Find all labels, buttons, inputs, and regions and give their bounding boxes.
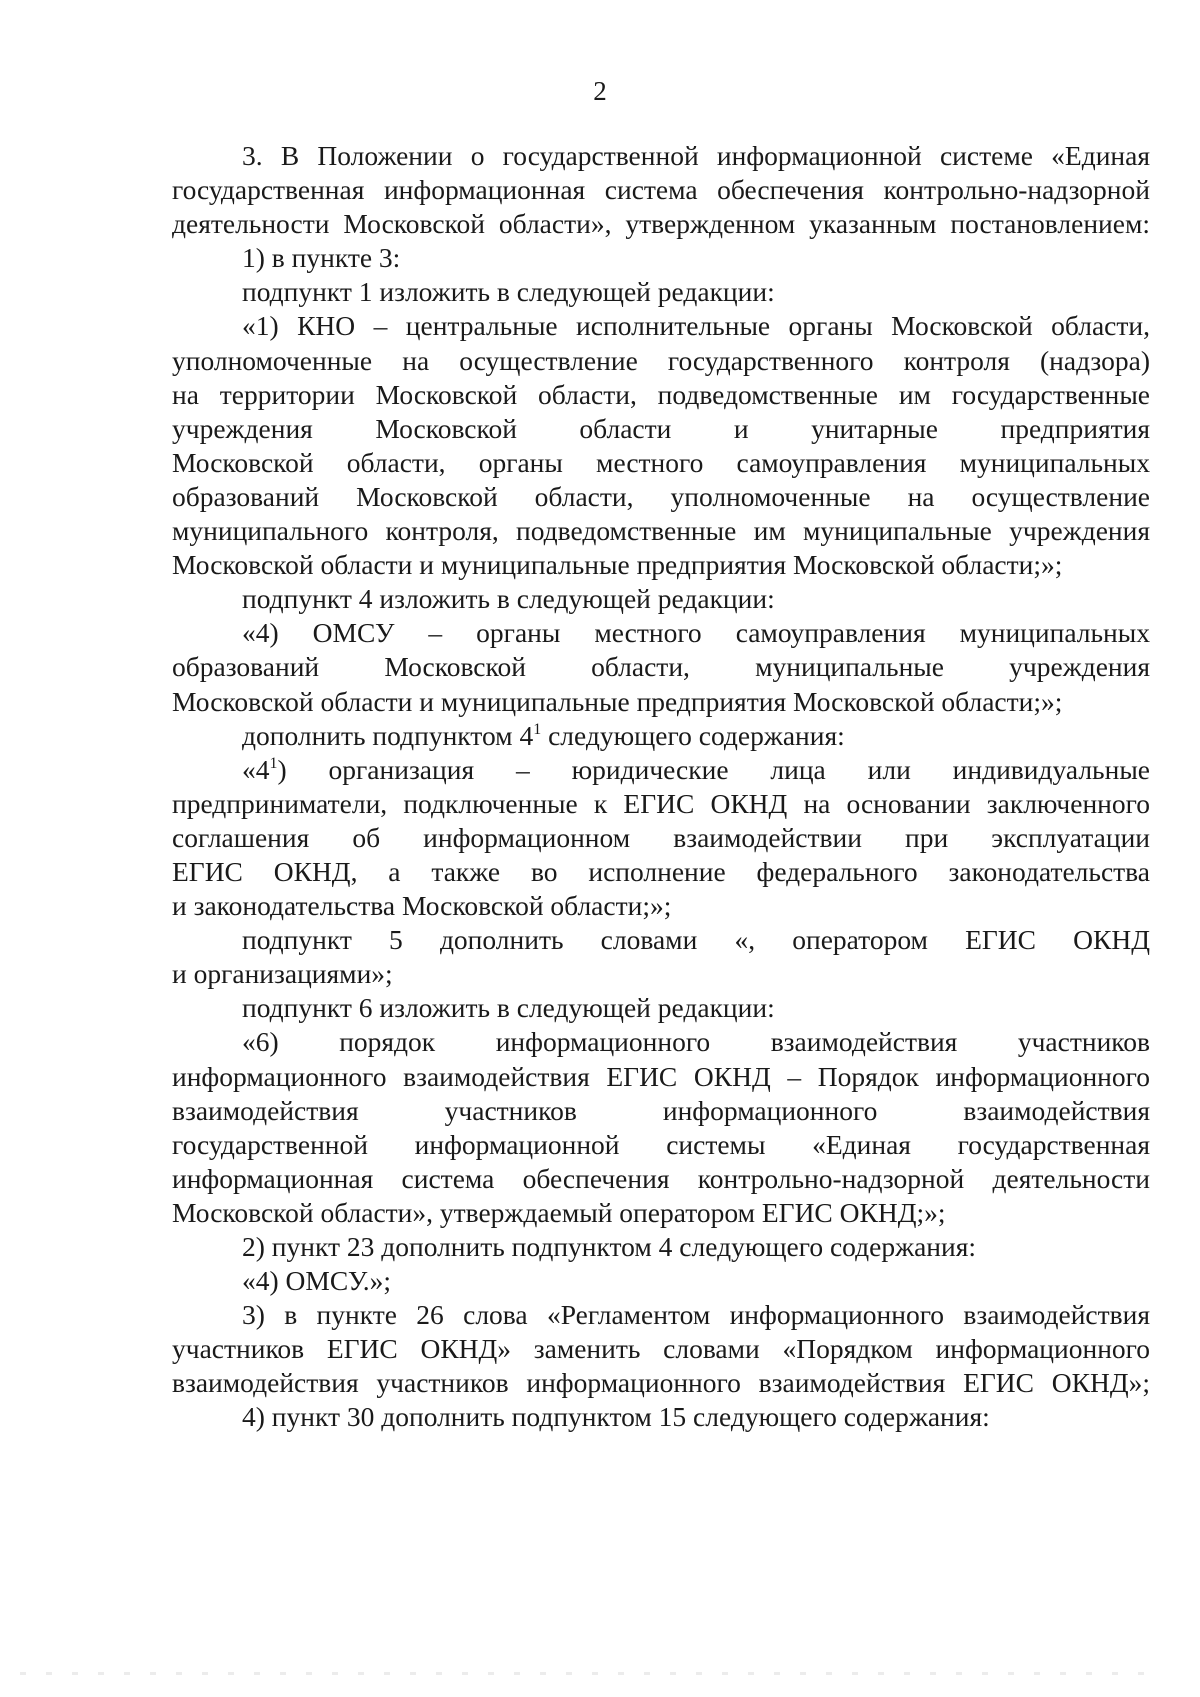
text-line-content: учреждения Московской области и унитарные предприятия	[172, 412, 1150, 444]
text-line-content: информационная система обеспечения контрольно-надзорной деятельности	[172, 1162, 1150, 1194]
text-line-content: взаимодействия участников информационного взаимодействия	[172, 1094, 1150, 1126]
text-line-content: предприниматели, подключенные к ЕГИС ОКНД на основании заключенного	[172, 787, 1150, 819]
text-line	[172, 719, 1150, 753]
text-line	[172, 241, 1150, 275]
text-line	[172, 753, 1150, 787]
text-line	[172, 685, 1150, 719]
text-line-content: и организациями»;	[172, 958, 393, 990]
text-line-content: деятельности Московской области», утвержденном указанным постановлением:	[172, 208, 1150, 240]
text-line-content: подпункт 4 изложить в следующей редакции:	[242, 583, 775, 615]
text-line	[172, 173, 1150, 207]
text-line-continuation: ) организация – юридические лица или индивидуальные	[277, 753, 1150, 785]
superscript: 1	[269, 754, 278, 772]
text-line	[172, 991, 1150, 1025]
text-line	[172, 1230, 1150, 1264]
text-line	[172, 275, 1150, 309]
text-line-content: соглашения об информационном взаимодействии при эксплуатации	[172, 821, 1150, 853]
text-line-content: «6) порядок информационного взаимодействия участников	[242, 1026, 1150, 1058]
text-line-content: муниципального контроля, подведомственные им муниципальные учреждения	[172, 515, 1150, 547]
text-line-content: 1) в пункте 3:	[242, 242, 401, 274]
text-line	[172, 1366, 1150, 1400]
text-line-content: «4) ОМСУ – органы местного самоуправления муниципальных	[242, 617, 1150, 649]
text-line	[172, 1298, 1150, 1332]
text-line-continuation: следующего содержания:	[541, 719, 845, 751]
text-line-content: уполномоченные на осуществление государственного контроля (надзора)	[172, 344, 1150, 376]
document-body	[172, 139, 1150, 1435]
text-line-content: подпункт 1 изложить в следующей редакции:	[242, 276, 775, 308]
text-line-content: образований Московской области, уполномоченные на осуществление	[172, 480, 1150, 512]
text-line-content: подпункт 6 изложить в следующей редакции:	[242, 992, 775, 1024]
text-line-content: дополнить подпунктом 4	[242, 719, 534, 751]
text-line	[172, 650, 1150, 684]
text-line-content: и законодательства Московской области;»;	[172, 890, 672, 922]
text-line	[172, 1162, 1150, 1196]
text-line	[172, 412, 1150, 446]
text-line	[172, 787, 1150, 821]
text-line	[172, 378, 1150, 412]
text-line	[172, 1196, 1150, 1230]
text-line	[172, 582, 1150, 616]
text-line-content: «4) ОМСУ.»;	[242, 1265, 392, 1297]
text-line-content: Московской области», утверждаемый оператором ЕГИС ОКНД;»;	[172, 1196, 946, 1228]
text-line-content: государственная информационная система обеспечения контрольно-надзорной	[172, 174, 1150, 206]
text-line-content: Московской области и муниципальные предприятия Московской области;»;	[172, 549, 1063, 581]
text-line-content: участников ЕГИС ОКНД» заменить словами «Порядком информационного	[172, 1333, 1150, 1365]
text-line-content: информационного взаимодействия ЕГИС ОКНД – Порядок информационного	[172, 1060, 1150, 1092]
text-line	[172, 1332, 1150, 1366]
text-line	[172, 889, 1150, 923]
text-line	[172, 139, 1150, 173]
page-number: 2	[593, 76, 607, 106]
text-line	[172, 1094, 1150, 1128]
scan-artifact	[20, 1672, 1160, 1675]
superscript: 1	[533, 720, 542, 738]
text-line	[172, 1128, 1150, 1162]
text-line	[172, 616, 1150, 650]
text-line	[172, 207, 1150, 241]
text-line	[172, 344, 1150, 378]
text-line-content: Московской области, органы местного самоуправления муниципальных	[172, 446, 1150, 478]
text-line-content: подпункт 5 дополнить словами «, оператором ЕГИС ОКНД	[242, 924, 1150, 956]
text-line	[172, 446, 1150, 480]
text-line	[172, 923, 1150, 957]
text-line-content: «4	[242, 753, 270, 785]
text-line-content: 2) пункт 23 дополнить подпунктом 4 следующего содержания:	[242, 1231, 977, 1262]
text-line	[172, 957, 1150, 991]
text-line-content: образований Московской области, муниципальные учреждения	[172, 651, 1150, 683]
text-line	[172, 855, 1150, 889]
text-line-content: ЕГИС ОКНД, а также во исполнение федерального законодательства	[172, 855, 1150, 887]
text-line	[172, 480, 1150, 514]
text-line	[172, 1400, 1150, 1434]
text-line-content: «1) КНО – центральные исполнительные органы Московской области,	[242, 310, 1150, 342]
text-line	[172, 548, 1150, 582]
text-line-content: Московской области и муниципальные предприятия Московской области;»;	[172, 685, 1063, 717]
text-line-content: 3) в пункте 26 слова «Регламентом информационного взаимодействия	[242, 1299, 1150, 1331]
text-line	[172, 309, 1150, 343]
text-line	[172, 821, 1150, 855]
text-line-content: государственной информационной системы «Единая государственная	[172, 1128, 1150, 1160]
text-line-content: на территории Московской области, подведомственные им государственные	[172, 378, 1150, 410]
text-line-content: взаимодействия участников информационного взаимодействия ЕГИС ОКНД»;	[172, 1367, 1150, 1399]
text-line-content: 4) пункт 30 дополнить подпунктом 15 следующего содержания:	[242, 1401, 990, 1433]
text-line	[172, 1264, 1150, 1298]
text-line-content: 3. В Положении о государственной информационной системе «Единая	[242, 140, 1150, 171]
text-line	[172, 514, 1150, 548]
text-line	[172, 1025, 1150, 1059]
text-line	[172, 1060, 1150, 1094]
